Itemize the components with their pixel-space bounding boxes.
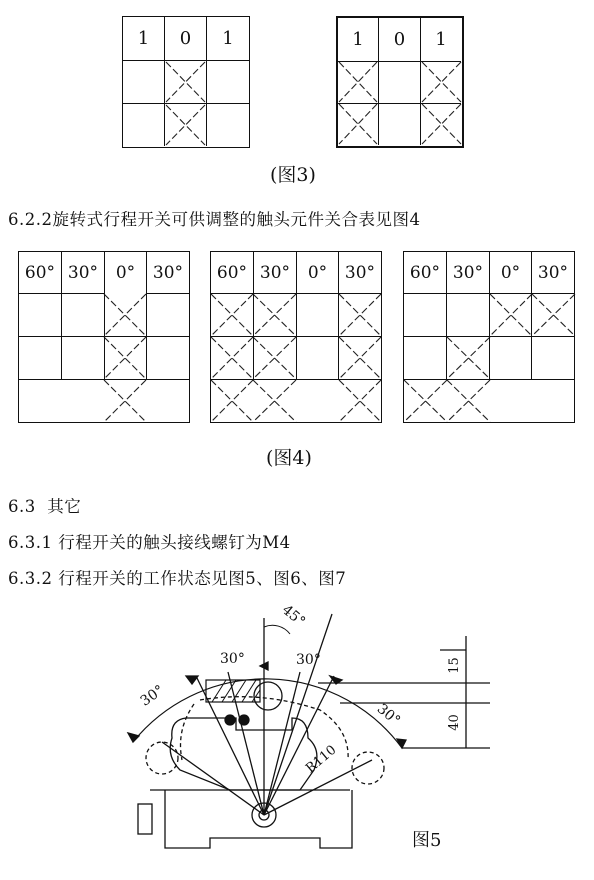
section-6-3-heading: 6.3 其它 <box>8 497 82 516</box>
section-6-3-2-text: 6.3.2 行程开关的工作状态见图5、图6、图7 <box>8 569 347 588</box>
fig5-dim-40: 40 <box>446 714 462 731</box>
fig3-right-header-3: 1 <box>421 18 461 62</box>
fig4-t3-header-60: 60° <box>404 252 447 294</box>
fig4-t1-header-60: 60° <box>19 252 62 294</box>
fig5-label-45: 45° <box>278 601 309 631</box>
fig3-right-header-2: 0 <box>379 18 421 62</box>
fig4-t3-header-0: 0° <box>490 252 532 294</box>
fig4-t1-header-0: 0° <box>105 252 147 294</box>
fig4-t2-header-30b: 30° <box>339 252 381 294</box>
section-6-3-1-text: 6.3.1 行程开关的触头接线螺钉为M4 <box>8 533 291 552</box>
fig4-t3-header-30b: 30° <box>532 252 574 294</box>
fig5-label-30-right: 30° <box>373 700 404 730</box>
fig5-label-30-left: 30° <box>137 682 168 710</box>
fig4-caption: (图4) <box>266 447 312 469</box>
fig4-t1-header-30a: 30° <box>62 252 105 294</box>
fig3-caption: (图3) <box>270 164 316 186</box>
section-6-2-2-text: 6.2.2旋转式行程开关可供调整的触头元件关合表见图4 <box>8 210 421 229</box>
fig5-label-30-top-right: 30° <box>296 652 321 668</box>
fig4-t2-header-60: 60° <box>211 252 254 294</box>
fig3-right-header-1: 1 <box>338 18 379 62</box>
fig3-left-header-2: 0 <box>165 17 207 61</box>
fig5-caption: 图5 <box>412 830 442 851</box>
fig3-left-header-3: 1 <box>207 17 249 61</box>
fig3-left-header-1: 1 <box>123 17 165 61</box>
fig5-label-r110: R110 <box>303 742 340 777</box>
fig5-label-30-top-left: 30° <box>220 651 245 667</box>
fig4-t2-header-30a: 30° <box>254 252 297 294</box>
fig4-t1-header-30b: 30° <box>147 252 189 294</box>
fig4-t2-header-0: 0° <box>297 252 339 294</box>
fig5-dim-15: 15 <box>446 657 462 674</box>
fig4-t3-header-30a: 30° <box>447 252 490 294</box>
